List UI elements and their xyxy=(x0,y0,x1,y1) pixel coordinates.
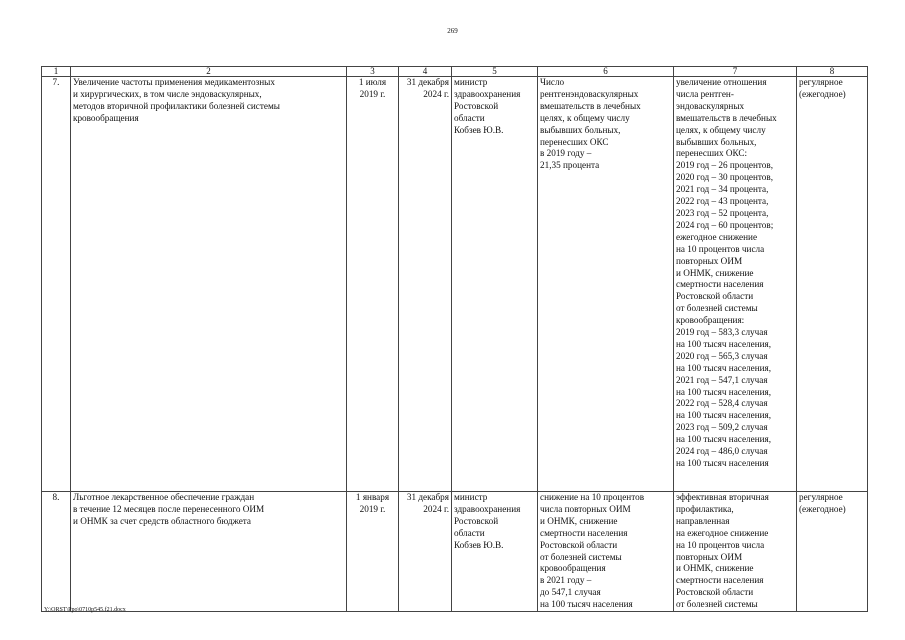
end-date xyxy=(399,77,452,492)
cell-line: 1 июля xyxy=(358,77,387,87)
page-number: 269 xyxy=(447,27,458,35)
cell-line: на ежегодное снижение xyxy=(676,527,769,538)
cell-line: 1 января xyxy=(355,492,390,502)
indicator xyxy=(538,492,674,612)
cell-line: (ежегодное) xyxy=(799,503,846,514)
cell-line: перенесших ОКС: xyxy=(676,148,748,159)
cell-line: смертности населения xyxy=(676,279,764,290)
table-row xyxy=(42,492,868,612)
cell-line: в 2019 году – xyxy=(540,148,592,159)
header-cell: 1 xyxy=(42,67,71,77)
cell-line: увеличение отношения xyxy=(676,77,767,87)
cell-line: на 100 тысяч населения, xyxy=(676,410,772,421)
start-date xyxy=(347,77,399,492)
cell-line: смертности населения xyxy=(676,575,764,586)
responsible xyxy=(452,77,538,492)
cell-line: и ОНМК, снижение xyxy=(676,267,754,278)
cell-line: на 100 тысяч населения, xyxy=(676,386,772,397)
header-cell: 7 xyxy=(674,67,797,77)
cell-line: министр xyxy=(454,492,488,502)
cell-line: регулярное xyxy=(799,77,843,87)
cell-line: целях, к общему числу xyxy=(540,112,630,123)
cell-line: Ростовской области xyxy=(540,539,618,550)
cell-line: на 100 тысяч населения, xyxy=(676,434,772,445)
header-cell: 2 xyxy=(71,67,347,77)
periodicity xyxy=(797,492,868,612)
cell-line: эффективная вторичная xyxy=(676,492,769,502)
cell-line: 2022 год – 528,4 случая xyxy=(676,398,768,409)
cell-line: ежегодное снижение xyxy=(676,231,758,242)
cell-line: кровообращения xyxy=(73,112,139,123)
measure-name xyxy=(71,77,347,492)
table-row xyxy=(42,77,868,492)
cell-line: 2020 год – 565,3 случая xyxy=(676,350,768,361)
cell-line: от болезней системы xyxy=(676,303,758,314)
cell-line: кровообращения xyxy=(540,563,606,574)
periodicity xyxy=(797,77,868,492)
cell-line: 31 декабря xyxy=(406,492,449,502)
expected-result xyxy=(674,492,797,612)
cell-line: Кобзев Ю.В. xyxy=(454,539,504,550)
cell-line: в 2021 году – xyxy=(540,575,592,586)
cell-line: целях, к общему числу xyxy=(676,124,766,135)
cell-line: от болезней системы xyxy=(676,599,758,610)
cell-line: Ростовской области xyxy=(676,291,754,302)
cell-line: вмешательств в лечебных xyxy=(676,112,777,123)
cell-line: 2024 год – 60 процентов; xyxy=(676,219,774,230)
cell-line: выбывших больных, xyxy=(540,124,621,135)
cell-line: 2021 год – 547,1 случая xyxy=(676,374,768,385)
cell-line: здравоохранения xyxy=(454,88,521,99)
cell-line: и ОНМК за счет средств областного бюджета xyxy=(73,515,252,526)
cell-line: Ростовской области xyxy=(676,587,754,598)
cell-line: 2019 год – 26 процентов, xyxy=(676,160,774,171)
cell-line: 2019 г. xyxy=(359,88,386,99)
cell-line: Льготное лекарственное обеспечение граждан xyxy=(73,492,255,502)
cell-line: Ростовской xyxy=(454,515,499,526)
cell-line: и хирургических, в том числе эндоваскулярных, xyxy=(73,88,262,99)
cell-line: Кобзев Ю.В. xyxy=(454,124,504,135)
cell-line: на 100 тысяч населения xyxy=(540,599,633,610)
cell-line: на 100 тысяч населения xyxy=(676,458,769,468)
cell-line: на 100 тысяч населения, xyxy=(676,338,772,349)
cell-line: 2024 г. xyxy=(423,503,449,514)
header-cell: 5 xyxy=(452,67,538,77)
end-date xyxy=(399,492,452,612)
cell-line: на 10 процентов числа xyxy=(676,243,765,254)
header-row xyxy=(42,67,868,77)
cell-line: (ежегодное) xyxy=(799,88,846,99)
file-path-footer: Y:\ORST\Ppo\0710p545.f21.docx xyxy=(44,607,126,613)
cell-line: до 547,1 случая xyxy=(540,587,601,598)
header-cell: 8 xyxy=(797,67,868,77)
measures-table xyxy=(41,66,868,612)
responsible xyxy=(452,492,538,612)
header-cell: 6 xyxy=(538,67,674,77)
cell-line: числа повторных ОИМ xyxy=(540,503,631,514)
cell-line: и ОНМК, снижение xyxy=(676,563,754,574)
header-cell: 3 xyxy=(347,67,399,77)
cell-line: числа рентген- xyxy=(676,88,734,99)
cell-line: выбывших больных, xyxy=(676,136,757,147)
indicator xyxy=(538,77,674,492)
cell-line: на 100 тысяч населения, xyxy=(676,362,772,373)
cell-line: и ОНМК, снижение xyxy=(540,515,618,526)
cell-line: 2023 год – 52 процента, xyxy=(676,207,769,218)
cell-line: снижение на 10 процентов xyxy=(540,492,645,502)
header-cell: 4 xyxy=(399,67,452,77)
cell-line: методов вторичной профилактики болезней системы xyxy=(73,100,280,111)
row-number: 8. xyxy=(42,492,71,612)
start-date xyxy=(347,492,399,612)
cell-line: от болезней системы xyxy=(540,551,622,562)
cell-line: в течение 12 месяцев после перенесенного ОИМ xyxy=(73,503,265,514)
cell-line: смертности населения xyxy=(540,527,628,538)
cell-line: 2022 год – 43 процента, xyxy=(676,196,769,207)
cell-line: направленная xyxy=(676,515,730,526)
cell-line: кровообращения: xyxy=(676,315,745,326)
cell-line: профилактика, xyxy=(676,503,734,514)
measure-name xyxy=(71,492,347,612)
cell-line: повторных ОИМ xyxy=(676,551,743,562)
cell-line: 2023 год – 509,2 случая xyxy=(676,422,768,433)
cell-line: Ростовской xyxy=(454,100,499,111)
cell-line: 2024 год – 486,0 случая xyxy=(676,446,768,457)
cell-line: 2020 год – 30 процентов, xyxy=(676,172,774,183)
cell-line: эндоваскулярных xyxy=(676,100,745,111)
cell-line: повторных ОИМ xyxy=(676,255,743,266)
expected-result xyxy=(674,77,797,492)
cell-line: 2024 г. xyxy=(423,88,449,99)
cell-line: 31 декабря xyxy=(406,77,449,87)
cell-line: вмешательств в лечебных xyxy=(540,100,641,111)
cell-line: 2019 г. xyxy=(359,503,386,514)
cell-line: рентгенэндоваскулярных xyxy=(540,88,639,99)
cell-line: Число xyxy=(540,77,565,87)
row-number: 7. xyxy=(42,77,71,492)
cell-line: области xyxy=(454,112,485,123)
cell-line: перенесших ОКС xyxy=(540,136,609,147)
cell-line: 2019 год – 583,3 случая xyxy=(676,327,768,338)
cell-line: регулярное xyxy=(799,492,843,502)
cell-line: здравоохранения xyxy=(454,503,521,514)
cell-line: области xyxy=(454,527,485,538)
cell-line: Увеличение частоты применения медикаментозных xyxy=(73,77,275,87)
cell-line: министр xyxy=(454,77,488,87)
cell-line: на 10 процентов числа xyxy=(676,539,765,550)
cell-line: 2021 год – 34 процента, xyxy=(676,184,769,195)
cell-line: 21,35 процента xyxy=(540,160,600,171)
